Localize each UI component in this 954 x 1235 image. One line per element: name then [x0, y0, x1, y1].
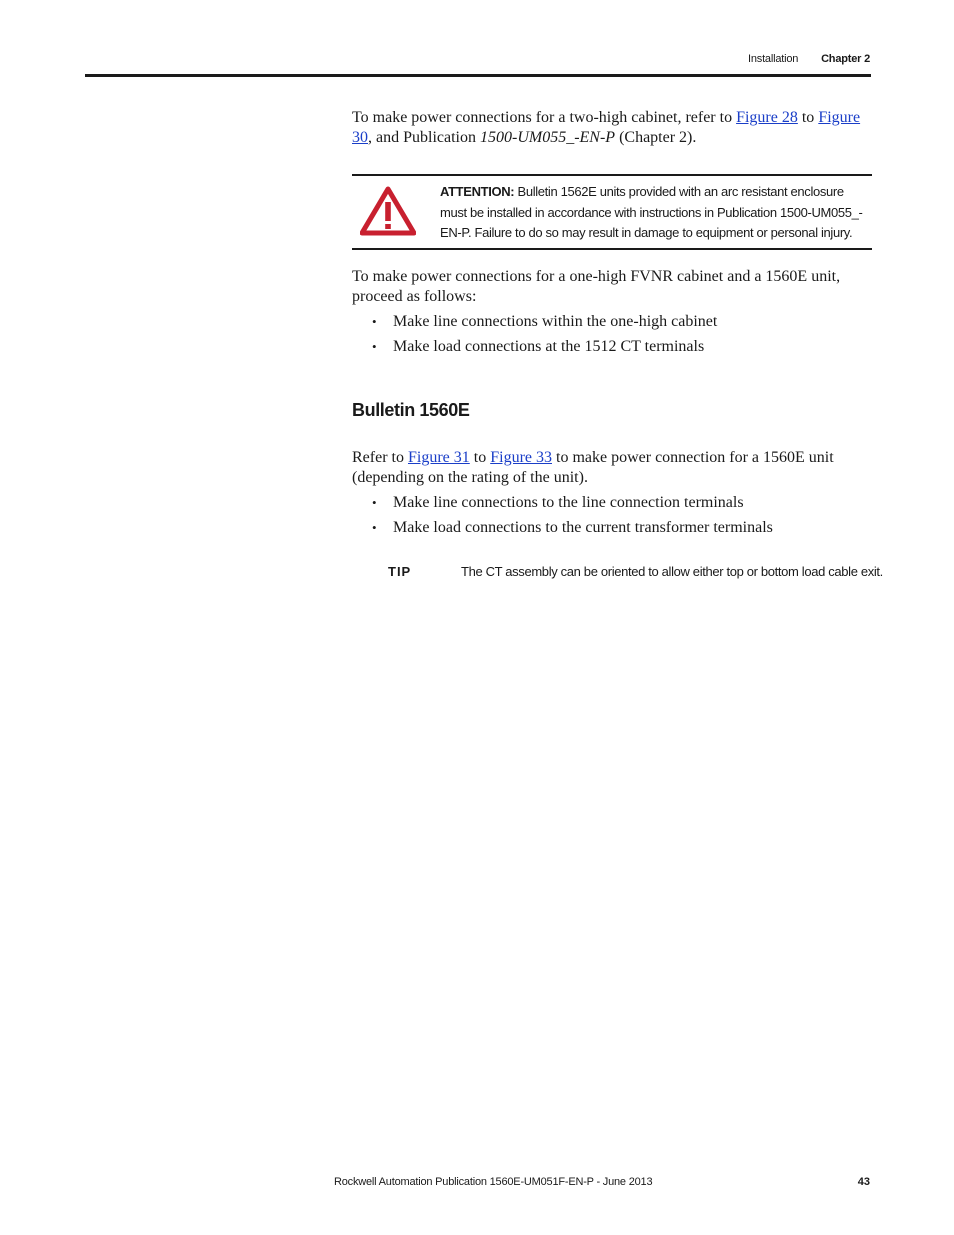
list-item: • Make line connections within the one-high cabinet [372, 309, 717, 334]
link-figure-31[interactable]: Figure 31 [407, 449, 470, 466]
bulletin-bullet-list [372, 490, 773, 540]
link-figure-28[interactable]: Figure 28 [736, 109, 798, 126]
section-heading: Bulletin 1560E [352, 400, 470, 420]
one-high-paragraph: To make power connections for a one-high FVNR cabinet and a 1560E unit, proceed as follows: [352, 268, 841, 305]
header-rule [85, 74, 871, 77]
list-item: • Make load connections at the 1512 CT terminals [372, 334, 717, 359]
list-item: • Make load connections to the current transformer terminals [372, 515, 773, 540]
publication-reference: 1500-UM055_-EN-P [479, 129, 616, 146]
page-number: 43 [857, 1176, 870, 1188]
attention-box [352, 174, 872, 250]
warning-triangle-icon [360, 186, 416, 236]
attention-label: ATTENTION: [440, 184, 515, 199]
list-item: • Make line connections to the line connection terminals [372, 490, 773, 515]
page-header [748, 53, 870, 65]
link-figure-33[interactable]: Figure 33 [490, 449, 552, 466]
one-high-bullet-list [372, 309, 717, 359]
footer-publication: Rockwell Automation Publication 1560E-UM051F-EN-P - June 2013 [334, 1176, 653, 1188]
attention-text: ATTENTION: Bulletin 1562E units provided with an arc resistant enclosure must be installed in accordance with instructions in Publication 1500-UM055_-EN-P. Failure to do so may result in damage to equipment or personal injury. [440, 184, 863, 240]
tip-label: TIP [388, 564, 412, 579]
link-figure-30[interactable]: Figure 30 [352, 109, 861, 146]
header-section: Installation [748, 53, 799, 65]
intro-paragraph: To make power connections for a two-high cabinet, refer to Figure 28 to Figure 30, and Publication 1500-UM055_-EN-P (Chapter 2). [352, 109, 861, 146]
bulletin-paragraph: Refer to Figure 31 to Figure 33 to make power connection for a 1560E unit (depending on the rating of the unit). [352, 449, 834, 486]
header-chapter: Chapter 2 [821, 53, 870, 65]
tip-text: The CT assembly can be oriented to allow either top or bottom load cable exit. [461, 564, 883, 579]
